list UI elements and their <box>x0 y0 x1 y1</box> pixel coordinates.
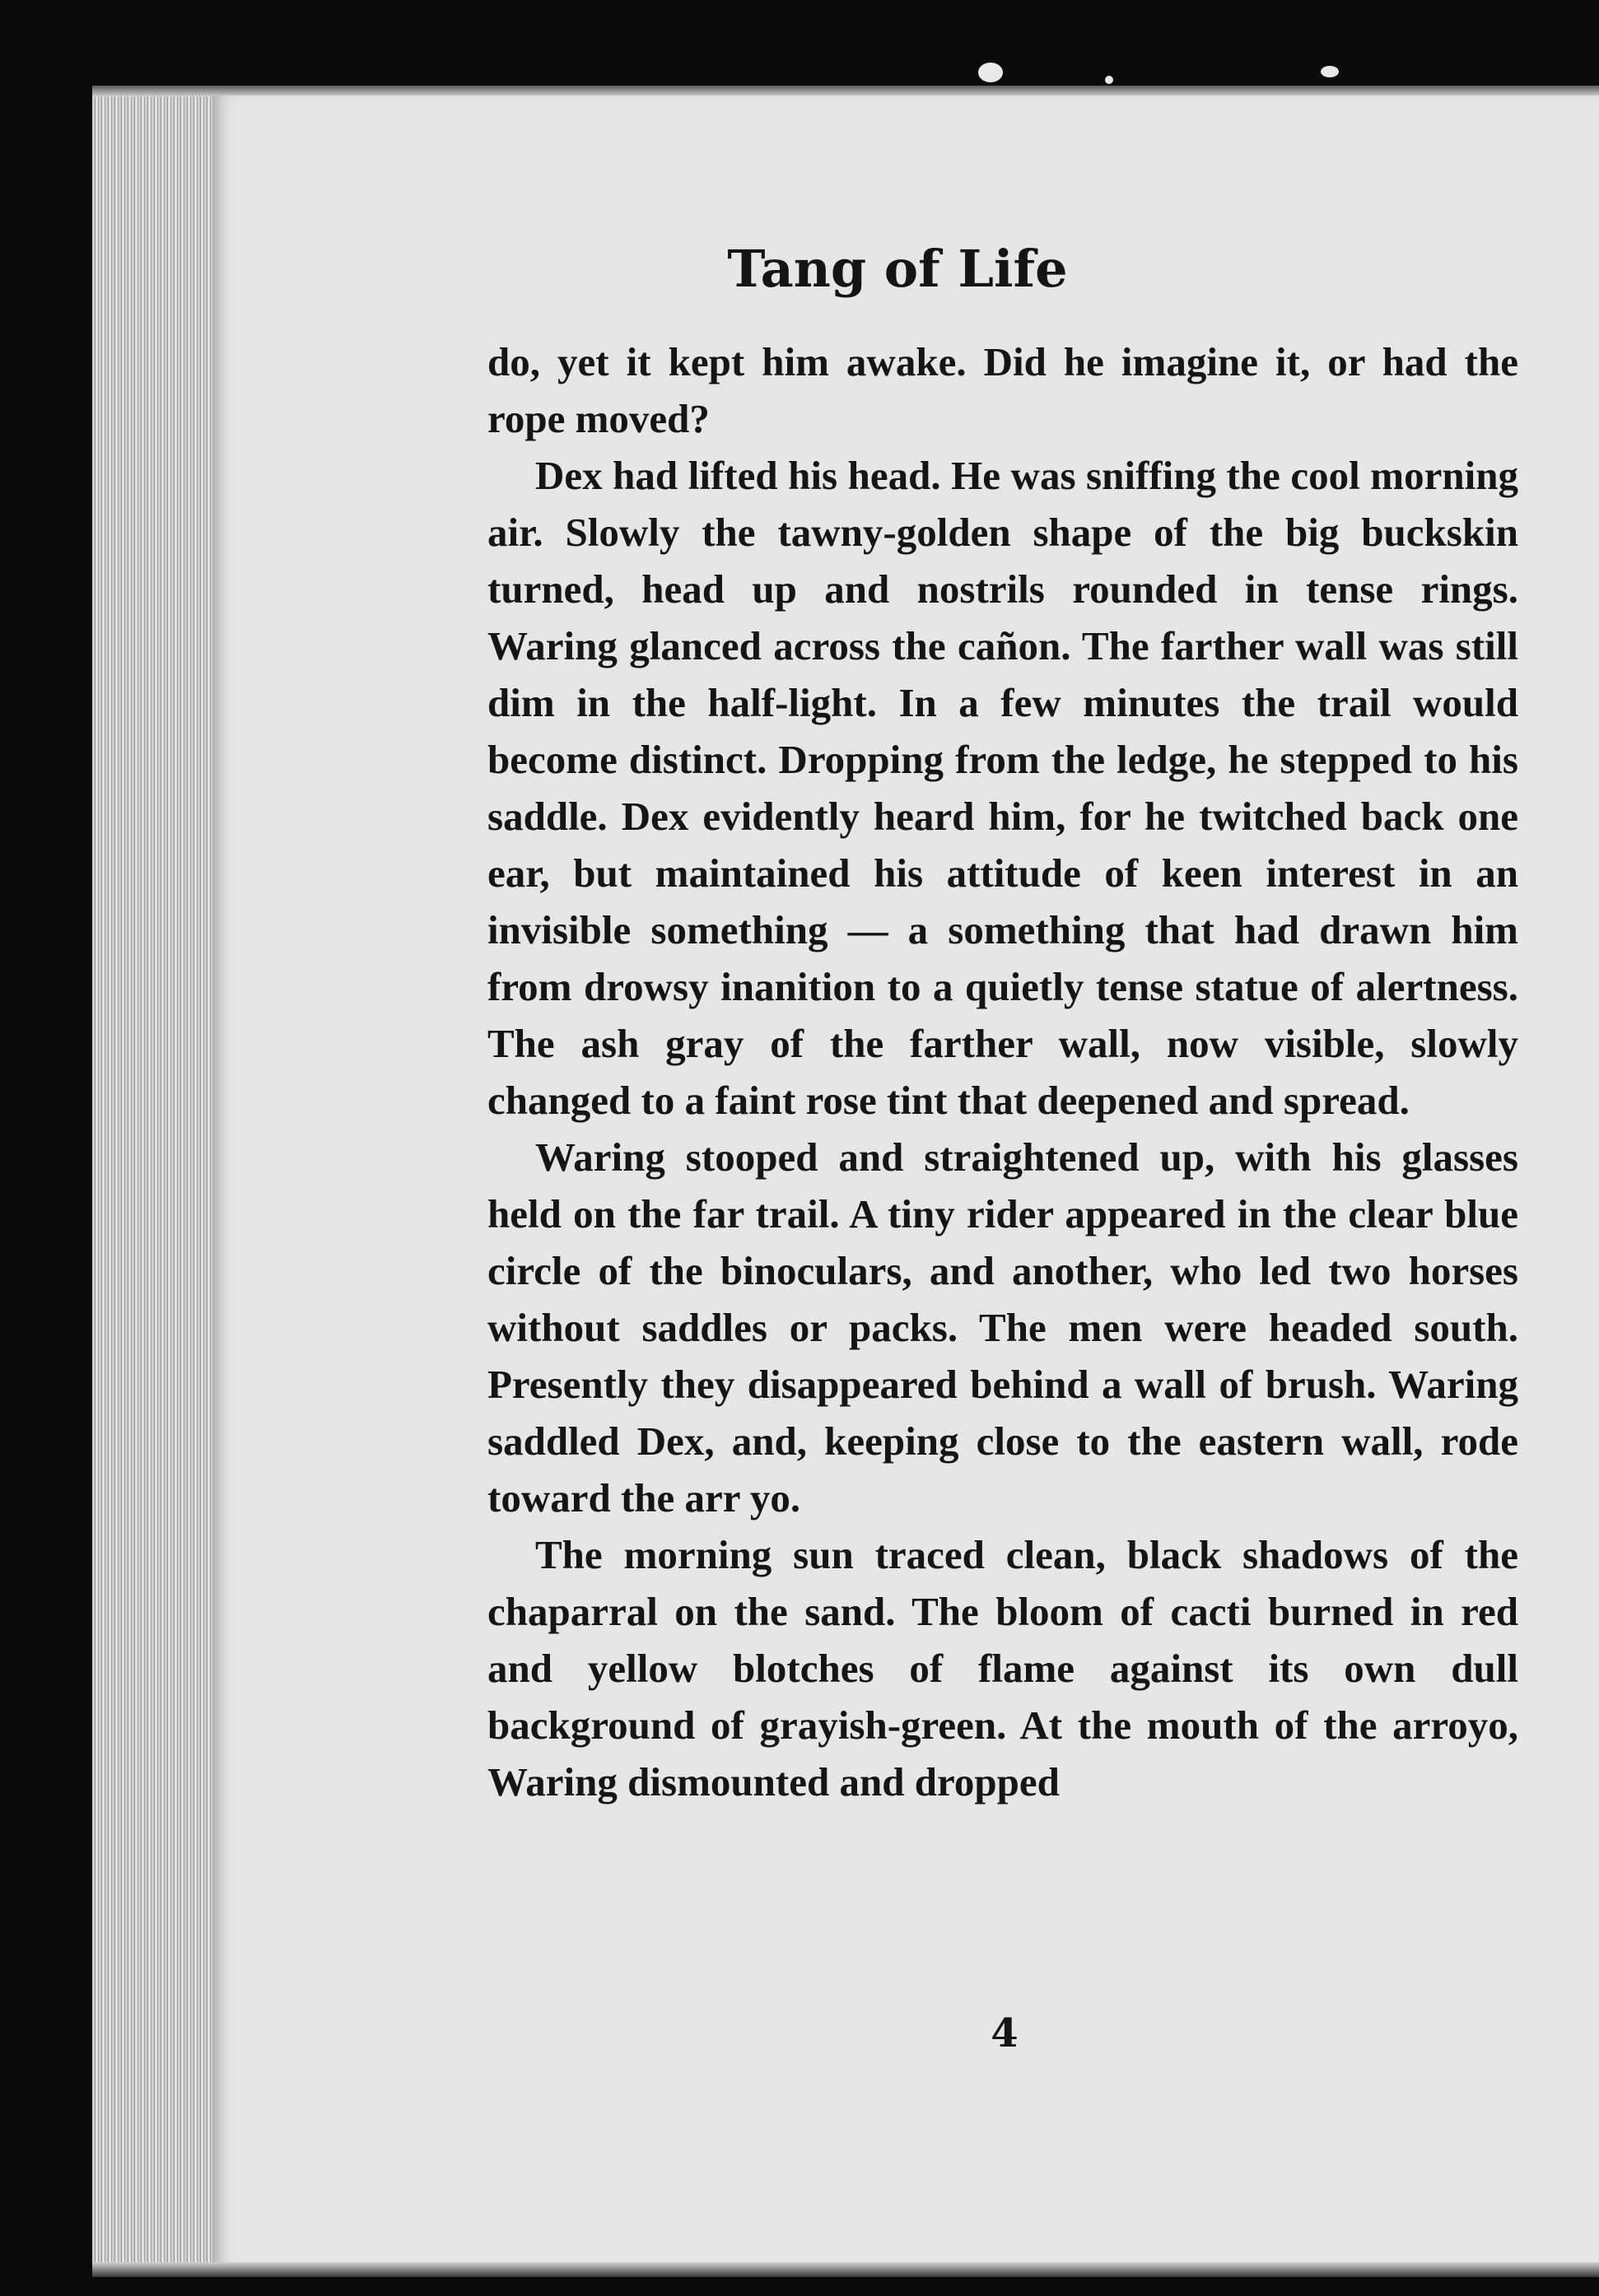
dust-speck <box>1105 76 1113 84</box>
running-title-text: Tang of Life <box>727 239 1068 299</box>
paragraph: Waring stooped and straightened up, with his glasses held on the far trail. A tiny rider appeared in the clear blue circle of the binoculars, and another, who led two horses without saddles or packs. The men were headed south. Presently they disappeared behind a wall of brush. Waring saddled Dex, and, keeping close to the eastern wall, rode toward the arr yo. <box>487 1134 1518 1521</box>
page-number: 4 <box>991 2010 1019 2056</box>
dust-speck <box>978 63 1003 82</box>
body-text <box>487 333 1518 1810</box>
bottom-page-edge <box>92 2262 1599 2277</box>
running-title <box>212 239 1599 299</box>
paragraph: The morning sun traced clean, black shadows of the chaparral on the sand. The bloom of cacti burned in red and yellow blotches of flame against its own dull background of grayish-green. At the mouth of the arroyo, Waring dismounted and dropped <box>487 1532 1518 1805</box>
dust-speck <box>1321 66 1339 77</box>
paragraph: Dex had lifted his head. He was sniffing the cool morning air. Slowly the tawny-golden shape of the big buckskin turned, head up and nostrils rounded in tense rings. Waring glanced across the cañon. The farther wall was still dim in the half-light. In a few minutes the trail would become distinct. Dropping from the ledge, he stepped to his saddle. Dex evidently heard him, for he twitched back one ear, but maintained his attitude of keen interest in an invisible something — a something that had drawn him from drowsy inanition to a quietly tense statue of alertness. The ash gray of the farther wall, now visible, slowly changed to a faint rose tint that deepened and spread. <box>487 453 1518 1123</box>
paragraph: do, yet it kept him awake. Did he imagine it, or had the rope moved? <box>487 339 1518 441</box>
page-edges <box>92 92 232 2270</box>
